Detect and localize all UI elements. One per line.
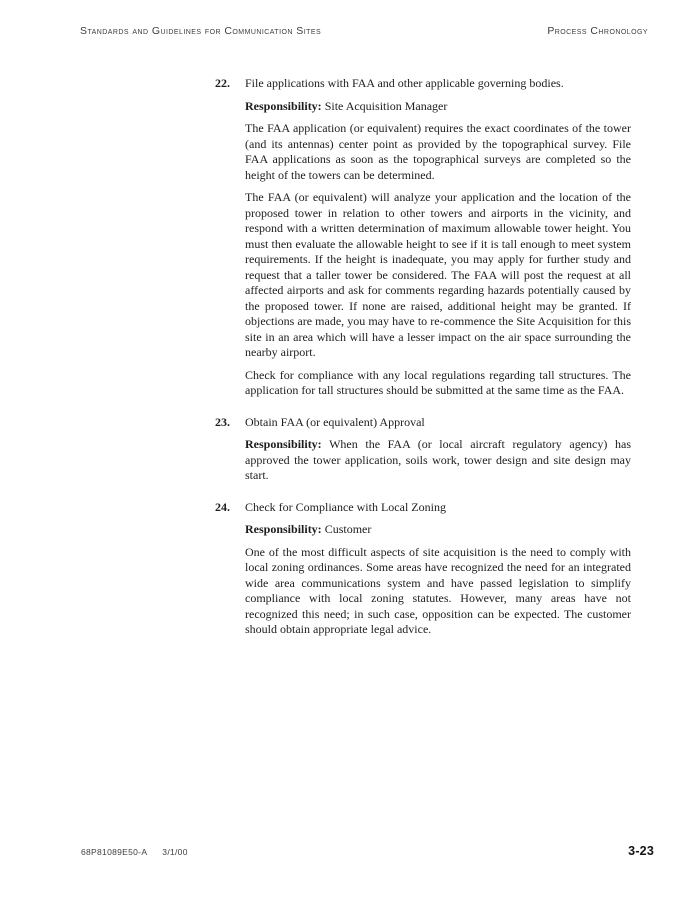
- running-footer: [81, 844, 654, 858]
- running-header: [80, 25, 648, 37]
- responsibility-label: Responsibility:: [245, 437, 322, 451]
- responsibility-line: [245, 437, 631, 484]
- responsibility-text: When the FAA (or local aircraft regulatory agency) has approved the tower application, soils work, tower design and site design may start.: [245, 437, 631, 482]
- responsibility-text: Site Acquisition Manager: [324, 98, 448, 113]
- responsibility-label: Responsibility:: [245, 98, 322, 113]
- responsibility-line: [245, 522, 631, 538]
- revision-date: 3/1/00: [162, 847, 188, 857]
- body-paragraph: Check for compliance with any local regulations regarding tall structures. The application for tall structures should be submitted at the same time as the FAA.: [245, 367, 631, 397]
- list-item-body: [245, 500, 631, 645]
- list-item-title: File applications with FAA and other applicable governing bodies.: [245, 76, 564, 90]
- page-number: 3-23: [628, 844, 654, 858]
- document-number: 68P81089E50-A: [81, 847, 148, 857]
- header-right-title: Process Chronology: [547, 25, 648, 37]
- responsibility-label: Responsibility:: [245, 522, 322, 536]
- responsibility-text: Customer: [324, 522, 372, 536]
- list-item-23: [215, 415, 631, 491]
- list-item-body: [245, 415, 631, 491]
- list-item-number: 24.: [215, 499, 230, 514]
- list-item-24: [215, 500, 631, 645]
- list-item-22: [215, 76, 631, 406]
- body-paragraph: The FAA application (or equivalent) requires the exact coordinates of the tower (and its antennas) center point as provided by the topographical survey. File FAA applications as soon as the topographical surveys are completed so the height of the towers can be determined.: [245, 121, 631, 182]
- body-paragraph: One of the most difficult aspects of site acquisition is the need to comply with local zoning ordinances. Some areas have recognized the need for an integrated wide area communications system and have passed legislation to simplify compliance with local zoning statutes. However, many areas have not recognized this need; in such case, opposition can be expected. The customer should obtain appropriate legal advice.: [245, 544, 631, 636]
- header-left-title: Standards and Guidelines for Communication Sites: [80, 25, 322, 37]
- list-item-number: 23.: [215, 414, 230, 429]
- body-paragraph: The FAA (or equivalent) will analyze your application and the location of the proposed tower in relation to other towers and airports in the vicinity, and respond with a written determination of maximum allowable tower height. You must then evaluate the allowable height to see if it is tall enough to meet system requirements. If the height is inadequate, you may apply for further study and request that a taller tower be considered. The FAA will post the request at all affected airports and ask for comments regarding hazards potentially caused by the proposed tower. If none are raised, additional height may be granted. If objections are made, you may have to re-commence the Site Acquisition for this site in an area which will have a lesser impact on the air space surrounding the nearby airport.: [245, 190, 631, 359]
- page-body: [215, 76, 631, 654]
- list-item-title: Check for Compliance with Local Zoning: [245, 499, 446, 514]
- responsibility-line: [245, 99, 631, 115]
- list-item-title: Obtain FAA (or equivalent) Approval: [245, 414, 425, 429]
- list-item-number: 22.: [215, 76, 230, 90]
- list-item-body: [245, 76, 631, 406]
